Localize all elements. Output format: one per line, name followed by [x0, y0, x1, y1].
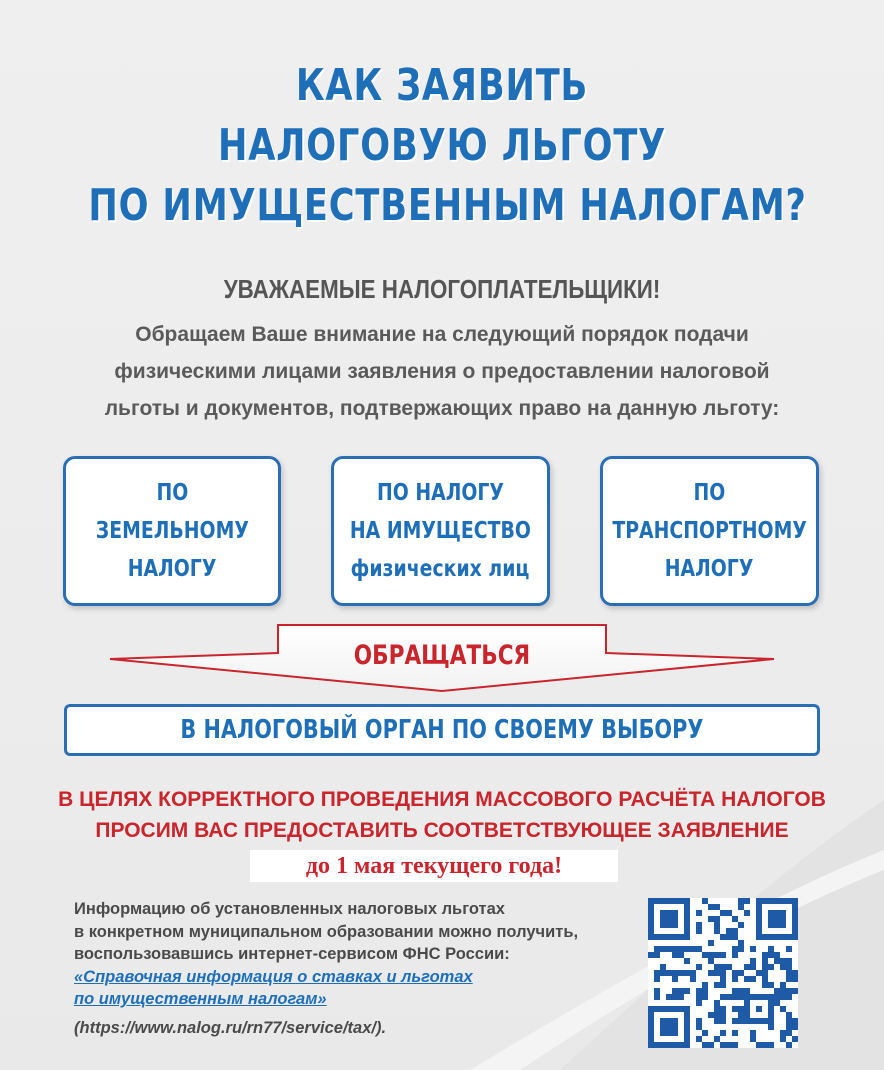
info-block — [74, 898, 634, 1039]
property-tax-box — [331, 456, 550, 606]
subtitle: УВАЖАЕМЫЕ НАЛОГОПЛАТЕЛЬЩИКИ! — [223, 274, 661, 304]
title-line: КАК ЗАЯВИТЬ — [295, 60, 589, 111]
arrow-label: ОБРАЩАТЬСЯ — [353, 640, 531, 671]
info-line: воспользовавшись интернет-сервисом ФНС России: — [74, 945, 510, 963]
info-line: Информацию об установленных налоговых льготах — [74, 900, 505, 918]
transport-tax-box — [600, 456, 819, 606]
box-line: физических лиц — [351, 556, 530, 582]
intro-text — [40, 316, 844, 427]
qr-code-icon[interactable] — [648, 898, 798, 1048]
box-line: ПО — [156, 480, 188, 506]
service-url: (https://www.nalog.ru/rn77/service/tax/). — [74, 1018, 387, 1037]
intro-line: Обращаем Ваше внимание на следующий порядок подачи — [135, 323, 749, 346]
box-line: НА ИМУЩЕСТВО — [349, 518, 532, 544]
notice-line: ПРОСИМ ВАС ПРЕДОСТАВИТЬ СООТВЕТСТВУЮЩЕЕ ЗАЯВЛЕНИЕ — [95, 819, 789, 842]
service-link[interactable]: «Справочная информация о ставках и льготах — [74, 967, 473, 986]
box-line: ПО НАЛОГУ — [376, 480, 505, 506]
box-line: НАЛОГУ — [665, 556, 754, 582]
title-line: НАЛОГОВУЮ ЛЬГОТУ — [217, 120, 667, 171]
box-line: ПО — [693, 480, 726, 506]
notice-text — [0, 784, 884, 846]
destination-box — [64, 704, 820, 756]
title-line: ПО ИМУЩЕСТВЕННЫМ НАЛОГАМ? — [88, 180, 807, 231]
land-tax-box — [63, 456, 281, 606]
box-line: ТРАНСПОРТНОМУ — [612, 518, 807, 544]
destination-text: В НАЛОГОВЫЙ ОРГАН ПО СВОЕМУ ВЫБОРУ — [180, 715, 704, 745]
service-link[interactable]: по имущественным налогам» — [74, 990, 327, 1008]
intro-line: льготы и документов, подтвержающих право на данную льготу: — [104, 397, 780, 420]
box-line: НАЛОГУ — [127, 556, 217, 582]
intro-line: физическими лицами заявления о предоставлении налоговой — [114, 360, 770, 383]
info-line: в конкретном муниципальном образовании можно получить, — [74, 922, 579, 941]
box-line: ЗЕМЕЛЬНОМУ — [95, 518, 249, 544]
deadline-text: до 1 мая текущего года! — [250, 850, 618, 882]
page-title — [88, 56, 807, 236]
notice-line: В ЦЕЛЯХ КОРРЕКТНОГО ПРОВЕДЕНИЯ МАССОВОГО РАСЧЁТА НАЛОГОВ — [58, 788, 826, 811]
